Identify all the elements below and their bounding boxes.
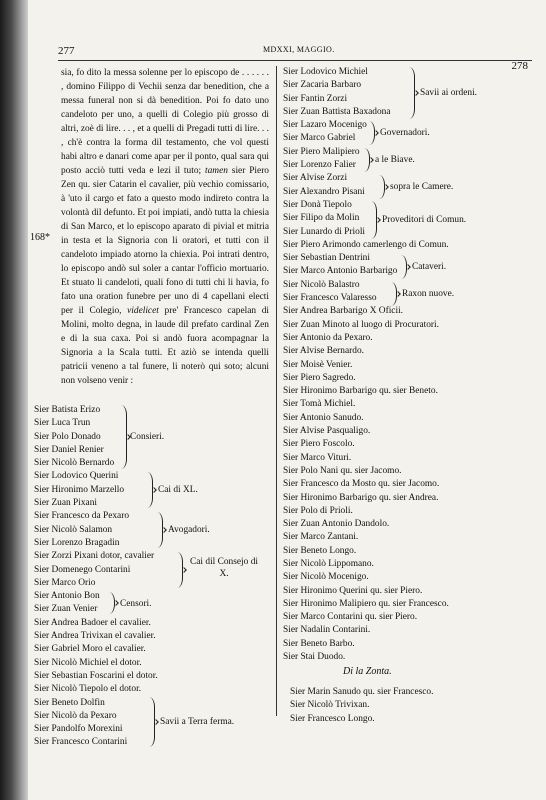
list-item: Sier Gabriel Moro el cavalier. bbox=[34, 644, 146, 655]
group-label-consieri: Consieri. bbox=[130, 432, 165, 442]
list-item: Sier Marco Antonio Barbarigo bbox=[283, 266, 398, 277]
list-item: Sier Antonio da Pexaro. bbox=[283, 332, 373, 343]
list-item: Sier Nicolò Lippomano. bbox=[283, 558, 374, 569]
list-item: Sier Domenego Contarini bbox=[34, 564, 131, 575]
list-item: Sier Beneto Barbo. bbox=[283, 638, 355, 649]
list-item: Sier Francesco da Pexaro bbox=[34, 511, 130, 522]
list-item: Sier Beneto Longo. bbox=[283, 545, 357, 556]
group-bracket bbox=[156, 512, 163, 548]
list-item: Sier Alvise Pasqualigo. bbox=[283, 426, 371, 437]
book-page bbox=[28, 0, 546, 800]
group-bracket bbox=[408, 67, 415, 119]
list-item: Sier Andrea Trivixan el cavalier. bbox=[34, 631, 156, 642]
list-item: Sier Lorenzo Bragadin bbox=[34, 537, 120, 548]
list-item: Sier Hironimo Malipiero qu. sier Francesco. bbox=[283, 598, 449, 609]
list-item: Sier Nicolò Trivixan. bbox=[290, 700, 370, 711]
list-item: Sier Marco Gabriel bbox=[283, 133, 356, 144]
group-bracket bbox=[176, 552, 183, 588]
zonta-heading: Di la Zonta. bbox=[343, 666, 392, 677]
group-label-cai-di-xl: Cai di XL. bbox=[158, 485, 198, 495]
list-item: Sier Nicolò Salamon bbox=[34, 524, 113, 535]
group-label-biave: a le Biave. bbox=[375, 155, 415, 165]
list-item: Sier Luca Trun bbox=[34, 418, 91, 429]
list-item: Sier Zorzi Pixani dotor, cavalier bbox=[34, 551, 155, 562]
left-name-list bbox=[34, 404, 158, 750]
list-item: Sier Hironimo Querini qu. sier Piero. bbox=[283, 585, 423, 596]
list-item: Sier Daniel Renier bbox=[34, 444, 104, 455]
list-item: Sier Lorenzo Falier bbox=[283, 160, 356, 171]
list-item: Sier Tomà Michiel. bbox=[283, 399, 356, 410]
list-item: Sier Zuan Battista Baxadona bbox=[283, 106, 391, 117]
list-item: Sier Zacaria Barbaro bbox=[283, 80, 362, 91]
list-item: Sier Nicolò da Pexaro bbox=[34, 710, 117, 721]
list-item: Sier Andrea Barbarigo X Oficii. bbox=[283, 306, 404, 317]
group-label-raxon-nuove: Raxon nuove. bbox=[402, 289, 455, 299]
group-bracket bbox=[148, 697, 155, 747]
list-item: Sier Moisè Venier. bbox=[283, 359, 353, 370]
list-item: Sier Filipo da Molin bbox=[283, 213, 360, 224]
list-item: Sier Zuan Minoto al luogo di Procuratori. bbox=[283, 319, 439, 330]
header-rule bbox=[58, 60, 532, 61]
list-item: Sier Hironimo Barbarigo qu. sier Andrea. bbox=[283, 492, 439, 503]
list-item: Sier Pandolfo Morexini bbox=[34, 724, 123, 735]
list-item: Sier Francesco da Mosto qu. sier Jacomo. bbox=[283, 479, 440, 490]
list-item: Sier Andrea Badoer el cavalier. bbox=[34, 617, 151, 628]
group-label-censori: Censori. bbox=[120, 599, 152, 609]
list-item: Sier Alexandro Pisani bbox=[283, 186, 365, 197]
group-label-cataveri: Cataveri. bbox=[412, 262, 447, 272]
group-bracket bbox=[146, 472, 153, 508]
list-item: Sier Piero Malipiero bbox=[283, 146, 360, 157]
list-item: Sier Zuan Venier bbox=[34, 604, 98, 615]
margin-folio-note: 168* bbox=[30, 232, 50, 243]
list-item: Sier Nicolò Michiel el dotor. bbox=[34, 657, 142, 668]
list-item: Sier Beneto Dolfin bbox=[34, 697, 105, 708]
list-item: Sier Sebastian Foscarini el dotor. bbox=[34, 670, 158, 681]
group-label-savii-terra-ferma: Savii a Terra ferma. bbox=[160, 717, 235, 727]
group-bracket bbox=[370, 201, 377, 239]
list-item: Sier Piero Sagredo. bbox=[283, 372, 356, 383]
list-item: Sier Polo Nani qu. sier Jacomo. bbox=[283, 465, 402, 476]
list-item: Sier Sebastian Dentrini bbox=[283, 253, 370, 264]
column-divider bbox=[276, 66, 277, 716]
list-item: Sier Polo Donado bbox=[34, 431, 101, 442]
list-item: Sier Nicolò Mocenigo. bbox=[283, 572, 369, 583]
list-item: Sier Hironimo Marzello bbox=[34, 484, 125, 495]
group-label-savii-ordeni: Savii ai ordeni. bbox=[420, 88, 478, 98]
list-item: Sier Nadalin Contarini. bbox=[283, 625, 371, 636]
list-item: Sier Marco Orio bbox=[34, 577, 96, 588]
list-item: Sier Stai Duodo. bbox=[283, 652, 346, 663]
list-item: Sier Antonio Sanudo. bbox=[283, 412, 364, 423]
list-item: Sier Nicolò Bernardo bbox=[34, 458, 115, 469]
list-item: Sier Francesco Valaresso bbox=[283, 293, 377, 304]
narrative-paragraph: sia, fo dito la messa solenne per lo episcopo de . . . . . . , domino Filippo di Vechii senza dar benedition, che a messa funeral non si dà benedition. Poi fo dato uno candeloto per uno, a quelli di Colegio più grosso di altri, zoè di lire. . . , et a quelli di Pregadi tutti di lire. . . , ch'è contra la forma dil testamento, che vol questi habi altro e danari come apar per il ponto, qual sara qui posto acciò tutti veda e lezi il tuto; tamen sier Piero Zen qu. sier Catarin el cavalier, più vechio comissario, à 'uto il cargo et fato a questo modo indireto contra la volontà dil defunto. Et poi impiati, andò tutta la chiesia di San Marco, et lo episcopo aparato di pivial et mitria in testa et la Signoria con li oratori, et tutti con il candeloto impiado atorno la chiexia. Poi intrati dentro, lo episcopo andò sul soler a cantar l'officio mortuario. Et stuato li candeloti, quali fono di tutti chi li havia, fo fato una oration funebre per uno di 4 capellani electi per il Colegio, videlicet pre' Francesco capelan di Molini, molto degna, in laude dil prefato cardinal Zen e di la sua caxa. Poi si andò fuora acompagnar la Signoria a la Scala tutti. Et aziò se intenda quelli patricii veneno a tal funere, li noterò qui soto; alcuni non volseno venir : bbox=[61, 68, 269, 386]
list-item: Sier Piero Arimondo camerlengo di Comun. bbox=[283, 239, 449, 250]
list-item: Sier Zuan Pixani bbox=[34, 498, 98, 509]
page-number-right: 278 bbox=[511, 60, 528, 72]
list-item: Sier Alvise Zorzi bbox=[283, 173, 348, 184]
list-item: Sier Lunardo di Prioli bbox=[283, 226, 366, 237]
list-item: Sier Piero Foscolo. bbox=[283, 439, 355, 450]
zonta-name-list bbox=[290, 686, 433, 726]
group-label-proveditori: Proveditori di Comun. bbox=[382, 215, 467, 225]
list-item: Sier Batista Erizo bbox=[34, 405, 101, 415]
list-item: Sier Marco Zantani. bbox=[283, 532, 359, 543]
list-item: Sier Alvise Bernardo. bbox=[283, 346, 364, 357]
book-spine-shadow bbox=[0, 0, 28, 800]
list-item: Sier Donà Tiepolo bbox=[283, 199, 352, 210]
list-item: Sier Hironimo Barbarigo qu. sier Beneto. bbox=[283, 386, 438, 397]
group-label-governadori: Governadori. bbox=[380, 128, 430, 138]
list-item: Sier Francesco Longo. bbox=[290, 713, 375, 724]
group-label-camere: sopra le Camere. bbox=[390, 182, 454, 192]
page-number-left: 277 bbox=[58, 45, 75, 57]
list-item: Sier Nicolò Tiepolo el dotor. bbox=[34, 684, 142, 695]
running-header: MDXXI, MAGGIO. bbox=[263, 45, 335, 54]
group-label-avogadori: Avogadori. bbox=[168, 525, 210, 535]
group-label-cai-dil-consejo: Cai dil Consejo di X. bbox=[190, 557, 258, 579]
list-item: Sier Polo di Prioli. bbox=[283, 505, 353, 516]
list-item: Sier Lazaro Mocenigo bbox=[283, 120, 367, 131]
group-bracket bbox=[120, 405, 127, 469]
list-item: Sier Lodovico Michiel bbox=[283, 67, 368, 77]
list-item: Sier Nicolò Balastro bbox=[283, 279, 360, 290]
list-item: Sier Marin Sanudo qu. sier Francesco. bbox=[290, 687, 434, 697]
list-item: Sier Marco Contarini qu. sier Piero. bbox=[283, 612, 418, 623]
list-item: Sier Antonio Bon bbox=[34, 591, 100, 602]
list-item: Sier Zuan Antonio Dandolo. bbox=[283, 519, 390, 530]
list-item: Sier Marco Vituri. bbox=[283, 452, 352, 463]
list-item: Sier Fantin Zorzi bbox=[283, 93, 348, 104]
list-item: Sier Lodovico Querini bbox=[34, 471, 119, 482]
list-item: Sier Francesco Contarini bbox=[34, 737, 128, 748]
